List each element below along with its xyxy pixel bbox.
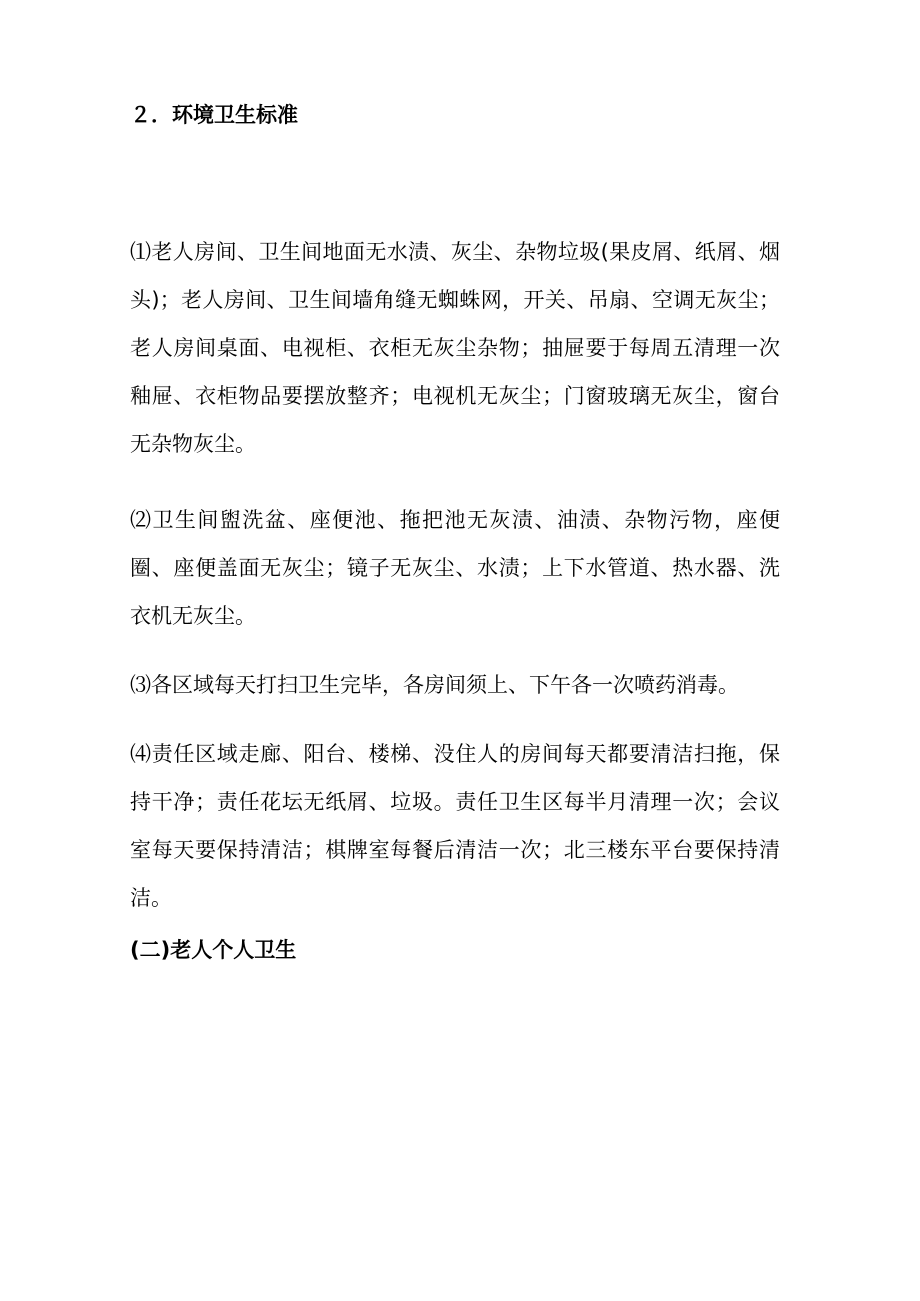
subsection-heading: (二)老人个人卫生	[130, 938, 297, 962]
paragraph-1: ⑴老人房间、卫生间地面无水渍、灰尘、杂物垃圾(果皮屑、纸屑、烟头)；老人房间、卫生间墙角缝无蜘蛛网，开关、吊扇、空调无灰尘；老人房间桌面、电视柜、衣柜无灰尘杂物；抽屉要于每周五清理一次釉屉、衣柜物品要摆放整齐；电视机无灰尘；门窗玻璃无灰尘，窗台无杂物灰尘。	[130, 240, 780, 456]
paragraph-4: ⑷责任区域走廊、阳台、楼梯、没住人的房间每天都要清洁扫拖，保持干净；责任花坛无纸屑、垃圾。责任卫生区每半月清理一次；会议室每天要保持清洁；棋牌室每餐后清洁一次；北三楼东平台要保持清洁。	[130, 742, 780, 910]
paragraph-2: ⑵卫生间盥洗盆、座便池、拖把池无灰渍、油渍、杂物污物，座便圈、座便盖面无灰尘；镜子无灰尘、水渍；上下水管道、热水器、洗衣机无灰尘。	[130, 508, 780, 628]
section-heading: ２．环境卫生标准	[130, 103, 298, 127]
paragraph-3: ⑶各区域每天打扫卫生完毕，各房间须上、下午各一次喷药消毒。	[130, 673, 739, 697]
